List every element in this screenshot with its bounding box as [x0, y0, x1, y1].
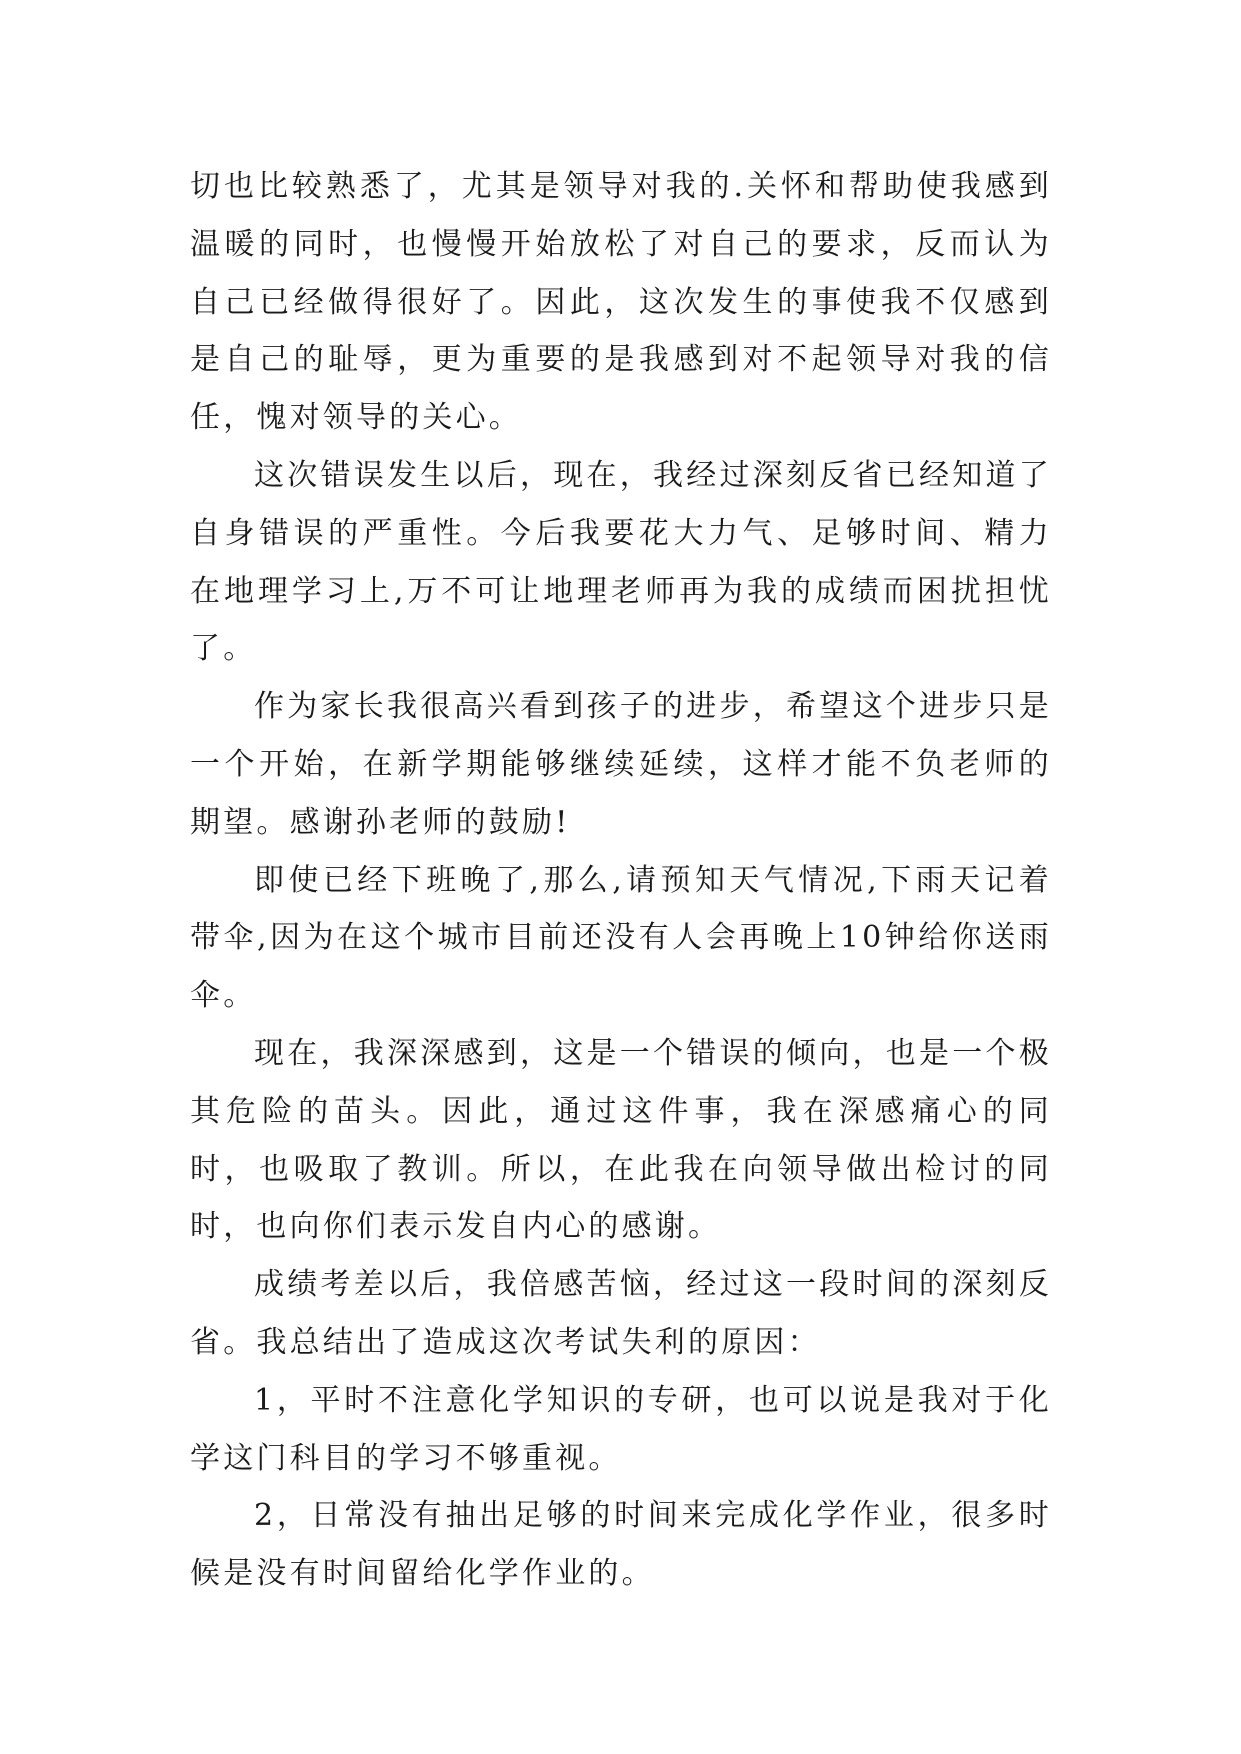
- paragraph-3: 作为家长我很高兴看到孩子的进步，希望这个进步只是一个开始，在新学期能够继续延续，这样才能不负老师的期望。感谢孙老师的鼓励!: [190, 689, 1052, 840]
- paragraph-2: 这次错误发生以后，现在，我经过深刻反省已经知道了自身错误的严重性。今后我要花大力气、足够时间、精力在地理学习上,万不可让地理老师再为我的成绩而困扰担忧了。: [190, 457, 1052, 667]
- list-item-2: 2，日常没有抽出足够的时间来完成化学作业，很多时候是没有时间留给化学作业的。: [190, 1498, 1052, 1592]
- paragraph-4: 即使已经下班晚了,那么,请预知天气情况,下雨天记着带伞,因为在这个城市目前还没有人会再晚上10钟给你送雨伞。: [190, 862, 1052, 1014]
- paragraph-6: 成绩考差以后，我倍感苦恼，经过这一段时间的深刻反省。我总结出了造成这次考试失利的原因：: [190, 1267, 1052, 1360]
- list-item-1: 1，平时不注意化学知识的专研，也可以说是我对于化学这门科目的学习不够重视。: [190, 1382, 1052, 1476]
- paragraph-5: 现在，我深深感到，这是一个错误的倾向，也是一个极其危险的苗头。因此，通过这件事，我在深感痛心的同时，也吸取了教训。所以，在此我在向领导做出检讨的同时，也向你们表示发自内心的感谢。: [190, 1035, 1052, 1245]
- paragraph-1: 切也比较熟悉了，尤其是领导对我的.关怀和帮助使我感到温暖的同时，也慢慢开始放松了对自己的要求，反而认为自己已经做得很好了。因此，这次发生的事使我不仅感到是自己的耻辱，更为重要的是我感到对不起领导对我的信任，愧对领导的关心。: [190, 169, 1052, 436]
- document-body: [190, 158, 1052, 1603]
